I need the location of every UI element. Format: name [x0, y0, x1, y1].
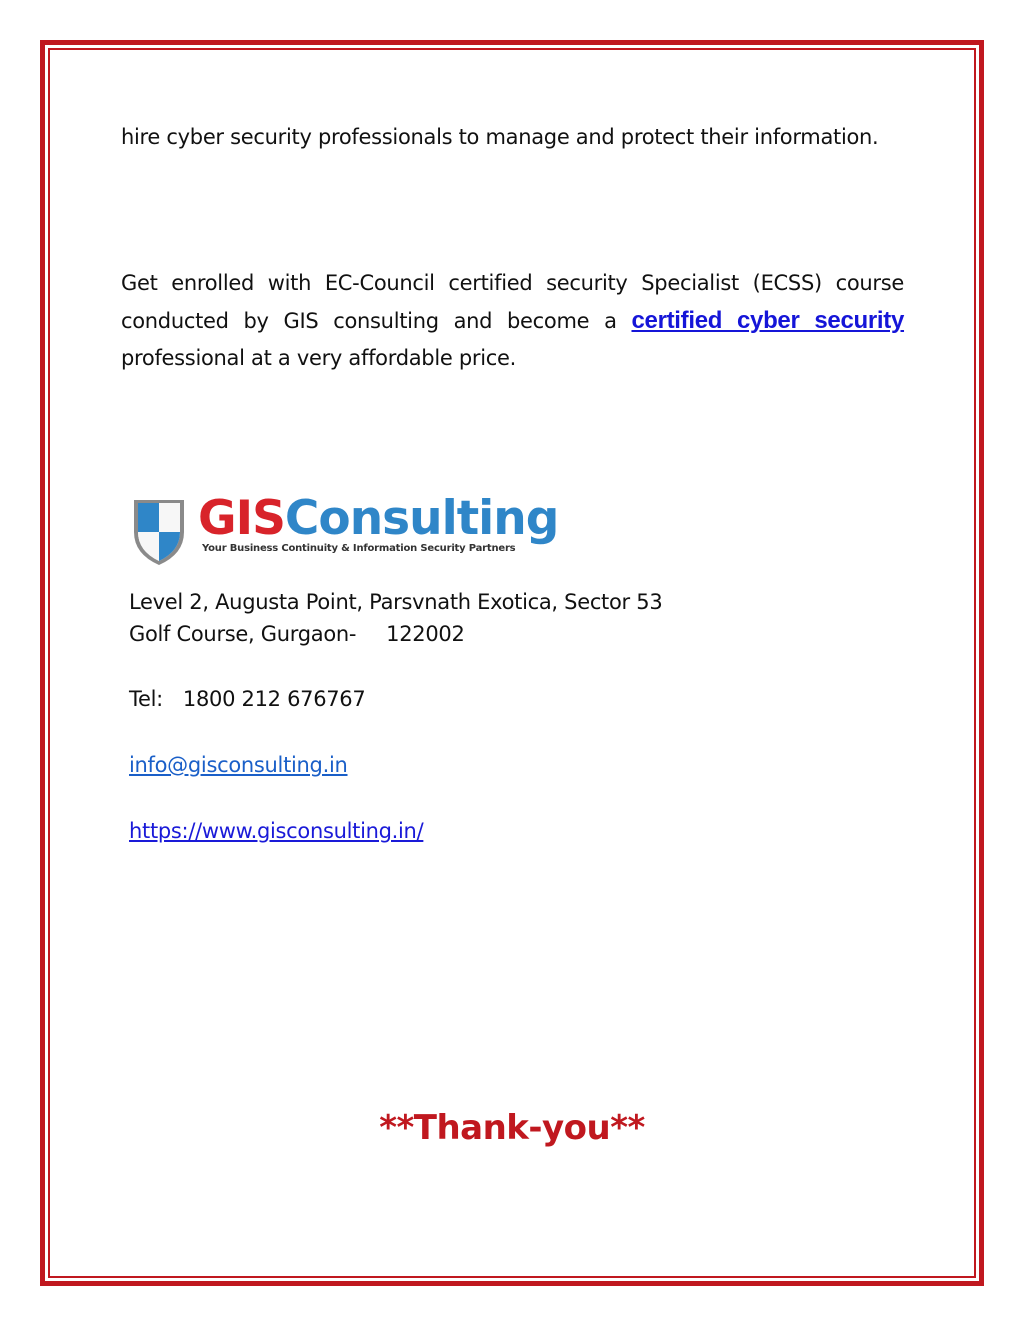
website-link[interactable]: https://www.gisconsulting.in/: [129, 819, 424, 843]
logo-consulting-text: Consulting: [284, 491, 559, 546]
enroll-paragraph: [121, 265, 904, 377]
address-pincode: 122002: [386, 622, 465, 646]
telephone-label: Tel:: [129, 687, 163, 711]
enroll-text-start: Get enrolled with EC-Council certified security Specialist (ECSS) course conducted by GIS consulting and become a: [121, 271, 904, 333]
intro-text: hire cyber security professionals to manage and protect their information.: [121, 125, 879, 149]
telephone-line: [129, 683, 365, 715]
thank-you-heading: **Thank-you**: [379, 1108, 645, 1148]
address-line-1: Level 2, Augusta Point, Parsvnath Exotica, Sector 53: [129, 590, 663, 614]
page-border-inner: [48, 48, 976, 1278]
intro-paragraph: [121, 119, 904, 156]
logo-tagline: Your Business Continuity & Information Security Partners: [202, 543, 516, 554]
address-line-2: [129, 618, 465, 650]
telephone-number: 1800 212 676767: [182, 687, 366, 711]
logo-gis-text: GIS: [198, 491, 285, 546]
enroll-text-end: professional at a very affordable price.: [121, 346, 516, 370]
address-city: Golf Course, Gurgaon-: [129, 622, 357, 646]
certified-cyber-security-link[interactable]: certified cyber security: [631, 307, 905, 334]
company-logo-wordmark: [198, 491, 558, 547]
email-link[interactable]: info@gisconsulting.in: [129, 753, 348, 777]
